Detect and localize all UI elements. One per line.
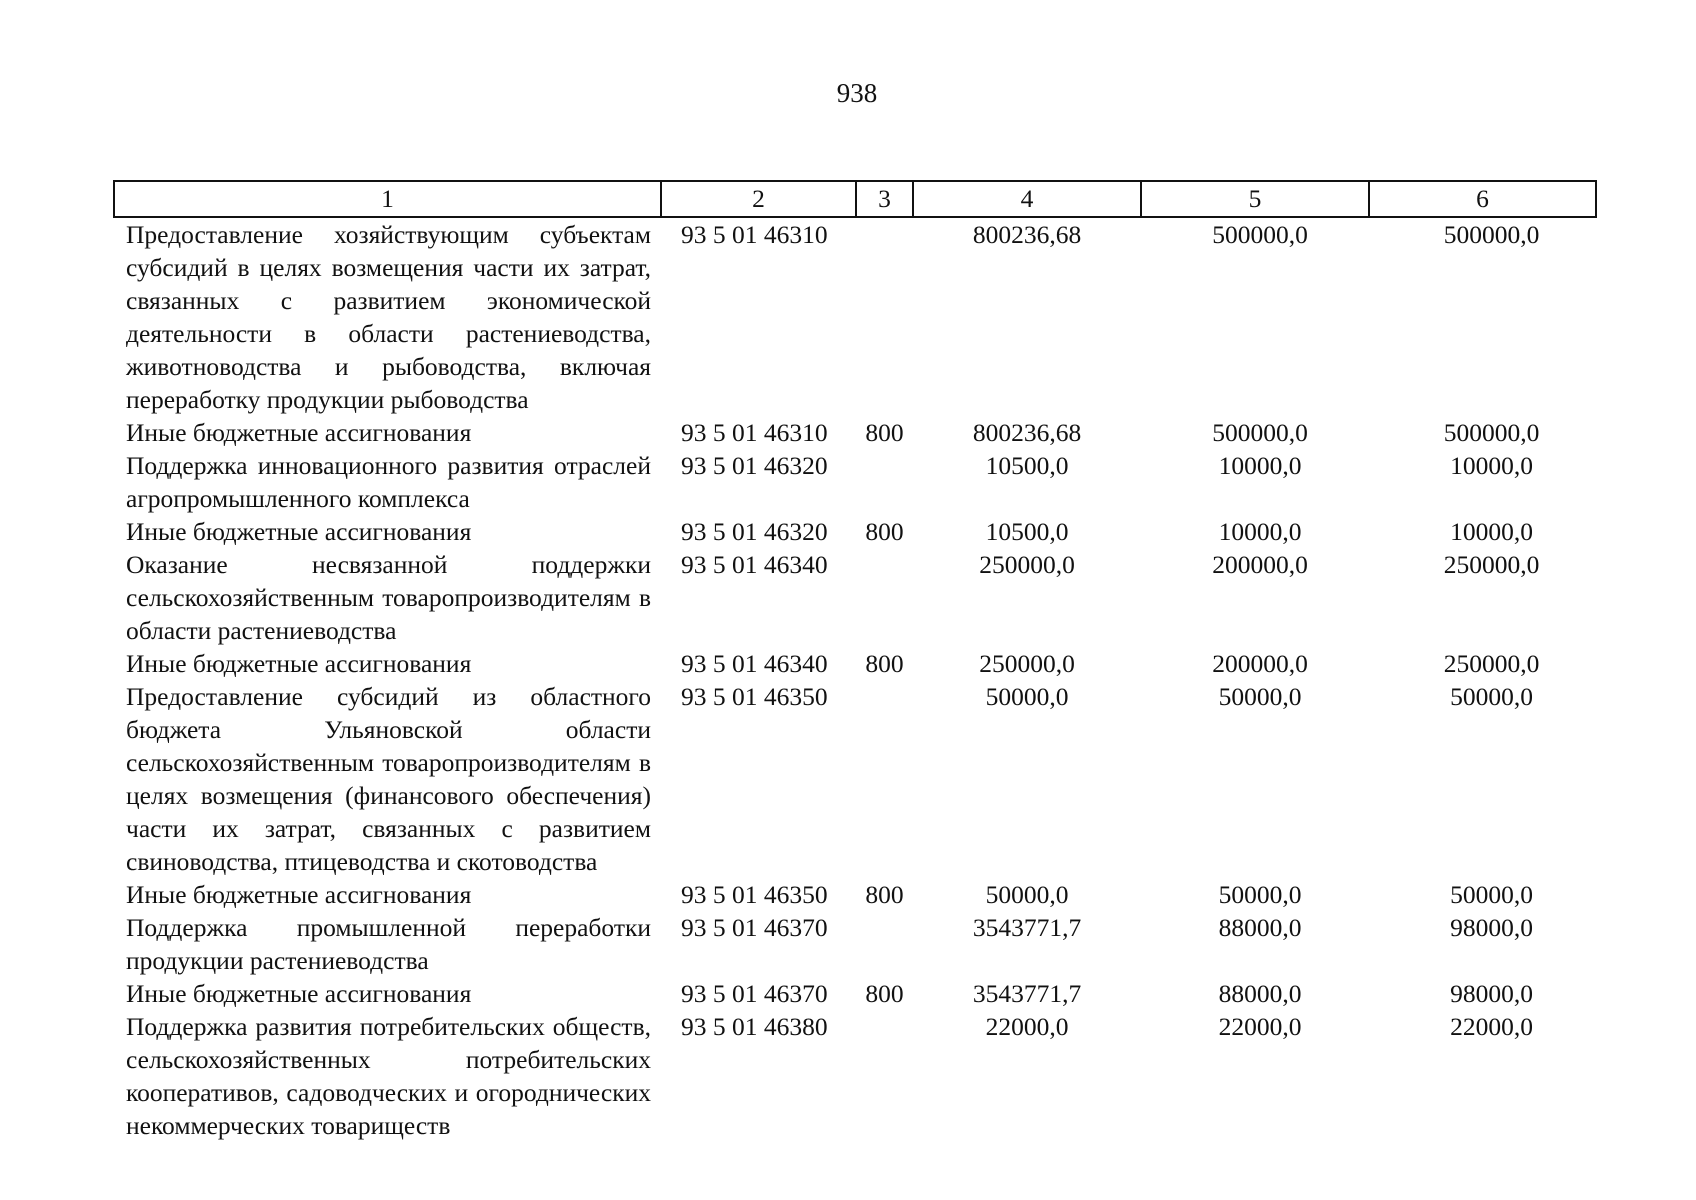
row-name: Иные бюджетные ассигнования xyxy=(126,880,472,909)
row-expense-type: 800 xyxy=(865,649,904,678)
table-row xyxy=(114,911,1596,977)
row-name: Поддержка инновационного развития отраслей агропромышленного комплекса xyxy=(126,451,651,513)
row-value-6: 22000,0 xyxy=(1450,1012,1533,1041)
row-value-5: 50000,0 xyxy=(1218,880,1302,909)
row-value-4: 250000,0 xyxy=(979,550,1075,579)
table-row xyxy=(114,680,1596,878)
row-name: Иные бюджетные ассигнования xyxy=(126,979,472,1008)
row-name: Иные бюджетные ассигнования xyxy=(126,418,472,447)
row-code: 93 5 01 46350 xyxy=(681,880,828,909)
header-cell-4: 4 xyxy=(913,181,1141,217)
table-body xyxy=(114,217,1596,1142)
row-value-6: 98000,0 xyxy=(1450,979,1533,1008)
header-cell-2: 2 xyxy=(661,181,856,217)
row-expense-type xyxy=(856,449,913,515)
row-value-5: 88000,0 xyxy=(1218,979,1302,1008)
row-code: 93 5 01 46340 xyxy=(681,550,828,579)
table-row xyxy=(114,647,1596,680)
row-value-5: 22000,0 xyxy=(1218,1012,1302,1041)
row-value-5: 10000,0 xyxy=(1218,517,1302,546)
row-code: 93 5 01 46320 xyxy=(681,451,828,480)
row-value-4: 50000,0 xyxy=(985,880,1069,909)
row-value-4: 250000,0 xyxy=(979,649,1075,678)
table-row xyxy=(114,977,1596,1010)
row-name: Предоставление субсидий из областного бюджета Ульяновской области сельскохозяйственным товаропроизводителям в целях возмещения (финансового обеспечения) части их затрат, связанных с развитием свиноводства, птицеводства и скотоводства xyxy=(126,682,651,876)
row-expense-type xyxy=(856,548,913,647)
row-expense-type: 800 xyxy=(865,418,904,447)
row-expense-type xyxy=(856,217,913,416)
row-code: 93 5 01 46370 xyxy=(681,913,828,942)
row-value-5: 200000,0 xyxy=(1212,649,1308,678)
row-value-4: 22000,0 xyxy=(985,1012,1069,1041)
page-number: 938 xyxy=(836,78,878,108)
row-name: Иные бюджетные ассигнования xyxy=(126,649,472,678)
row-code: 93 5 01 46350 xyxy=(681,682,828,711)
row-value-6: 250000,0 xyxy=(1443,649,1540,678)
row-value-6: 10000,0 xyxy=(1450,517,1533,546)
row-code: 93 5 01 46340 xyxy=(681,649,828,678)
row-value-5: 88000,0 xyxy=(1218,913,1302,942)
row-value-6: 500000,0 xyxy=(1443,220,1540,249)
table-row xyxy=(114,548,1596,647)
row-value-5: 500000,0 xyxy=(1212,418,1308,447)
header-row xyxy=(114,181,1596,217)
row-expense-type xyxy=(856,680,913,878)
row-value-4: 800236,68 xyxy=(972,418,1082,447)
row-name: Поддержка развития потребительских обществ, сельскохозяйственных потребительских кооперативов, садоводческих и огороднических некоммерческих товариществ xyxy=(126,1012,651,1140)
table-row xyxy=(114,217,1596,416)
row-value-6: 250000,0 xyxy=(1443,550,1540,579)
row-value-5: 200000,0 xyxy=(1212,550,1308,579)
table-row xyxy=(114,878,1596,911)
row-value-4: 50000,0 xyxy=(985,682,1069,711)
row-name: Иные бюджетные ассигнования xyxy=(126,517,472,546)
row-value-5: 50000,0 xyxy=(1218,682,1302,711)
row-value-5: 500000,0 xyxy=(1212,220,1308,249)
row-name: Оказание несвязанной поддержки сельскохозяйственным товаропроизводителям в области растениеводства xyxy=(126,550,651,645)
row-value-6: 500000,0 xyxy=(1443,418,1540,447)
header-cell-1: 1 xyxy=(114,181,661,217)
row-value-4: 10500,0 xyxy=(985,517,1069,546)
row-expense-type: 800 xyxy=(865,880,904,909)
header-cell-3: 3 xyxy=(856,181,913,217)
row-expense-type xyxy=(856,1010,913,1142)
table-row xyxy=(114,449,1596,515)
row-value-6: 50000,0 xyxy=(1450,682,1533,711)
header-cell-6: 6 xyxy=(1369,181,1596,217)
table-row xyxy=(114,416,1596,449)
row-code: 93 5 01 46310 xyxy=(681,220,828,249)
row-expense-type: 800 xyxy=(865,979,904,1008)
header-cell-5: 5 xyxy=(1141,181,1369,217)
row-value-6: 50000,0 xyxy=(1450,880,1533,909)
row-name: Поддержка промышленной переработки продукции растениеводства xyxy=(126,913,651,975)
row-code: 93 5 01 46380 xyxy=(681,1012,828,1041)
row-expense-type: 800 xyxy=(865,517,904,546)
row-expense-type xyxy=(856,911,913,977)
row-value-4: 800236,68 xyxy=(972,220,1082,249)
row-value-4: 3543771,7 xyxy=(972,979,1082,1008)
row-code: 93 5 01 46310 xyxy=(681,418,828,447)
row-name: Предоставление хозяйствующим субъектам субсидий в целях возмещения части их затрат, связанных с развитием экономической деятельности в области растениеводства, животноводства и рыбоводства, включая переработку продукции рыбоводства xyxy=(126,220,651,414)
table-row xyxy=(114,515,1596,548)
row-value-6: 98000,0 xyxy=(1450,913,1533,942)
budget-table xyxy=(113,180,1597,1142)
row-value-6: 10000,0 xyxy=(1450,451,1533,480)
row-value-4: 10500,0 xyxy=(985,451,1069,480)
table-row xyxy=(114,1010,1596,1142)
table-header xyxy=(114,181,1596,217)
row-value-5: 10000,0 xyxy=(1218,451,1302,480)
row-value-4: 3543771,7 xyxy=(972,913,1082,942)
row-code: 93 5 01 46370 xyxy=(681,979,828,1008)
row-code: 93 5 01 46320 xyxy=(681,517,828,546)
